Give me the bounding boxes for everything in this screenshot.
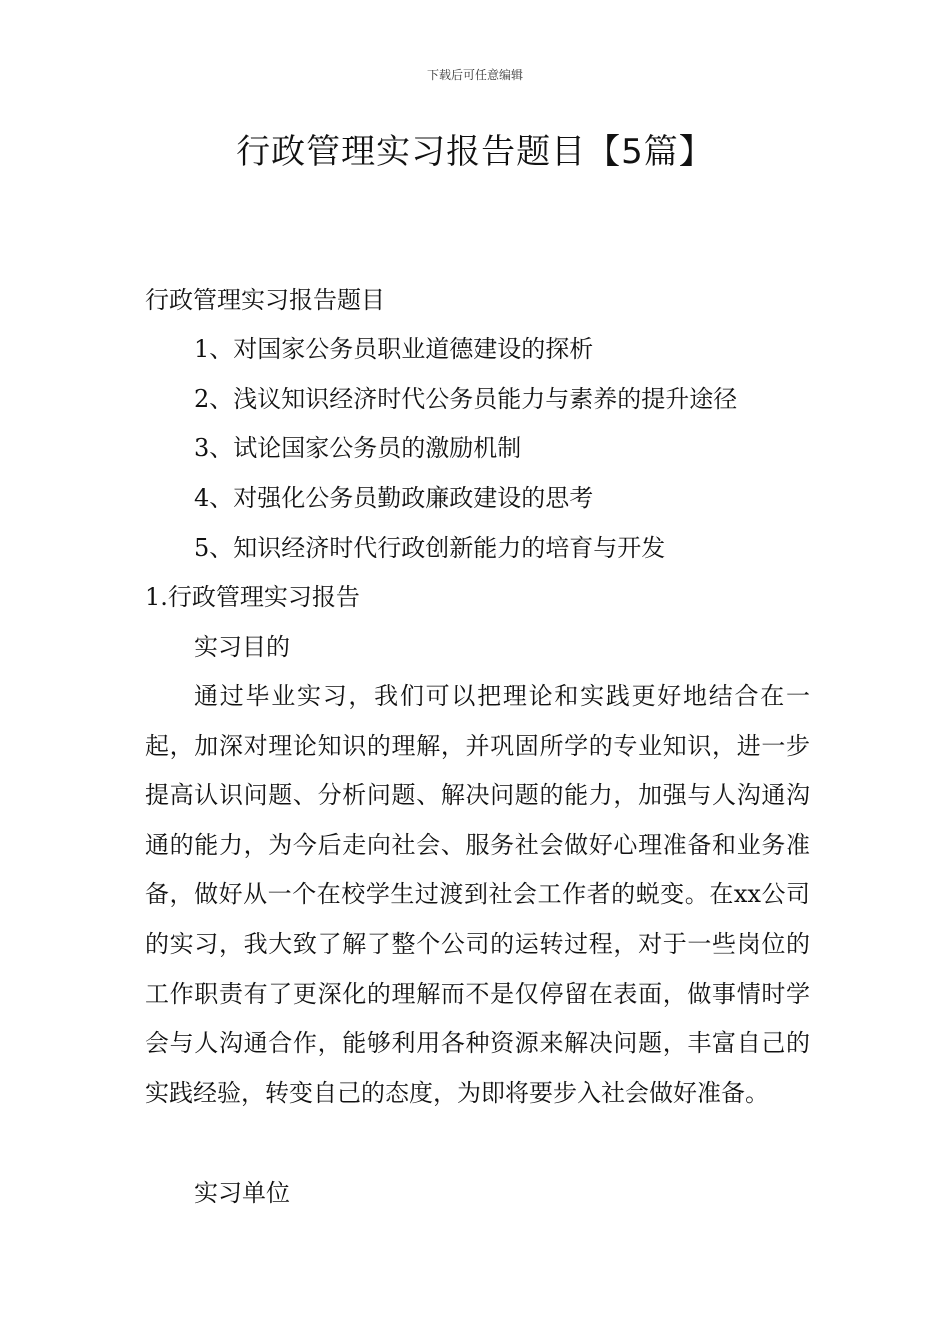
topic-item-4: 4、对强化公务员勤政廉政建设的思考 bbox=[194, 484, 594, 512]
topic-item-1: 1、对国家公务员职业道德建设的探析 bbox=[194, 335, 594, 363]
topics-heading: 行政管理实习报告题目 bbox=[145, 286, 385, 314]
purpose-paragraph: 通过毕业实习，我们可以把理论和实践更好地结合在一起，加深对理论知识的理解，并巩固所学的专业知识，进一步提高认识问题、分析问题、解决问题的能力，加强与人沟通沟通的能力，为今后走向社会、服务社会做好心理准备和业务准备，做好从一个在校学生过渡到社会工作者的蜕变。在xx公司的实习，我大致了解了整个公司的运转过程，对于一些岗位的工作职责有了更深化的理解而不是仅停留在表面，做事情时学会与人沟通合作，能够利用各种资源来解决问题，丰富自己的实践经验，转变自己的态度，为即将要步入社会做好准备。 bbox=[145, 682, 810, 1107]
document-title: 行政管理实习报告题目【5篇】 bbox=[236, 132, 714, 172]
topic-item-3: 3、试论国家公务员的激励机制 bbox=[194, 434, 522, 462]
topic-item-5: 5、知识经济时代行政创新能力的培育与开发 bbox=[194, 534, 666, 562]
topic-item-2: 2、浅议知识经济时代公务员能力与素养的提升途径 bbox=[194, 385, 738, 413]
header-note: 下载后可任意编辑 bbox=[426, 68, 523, 82]
unit-heading: 实习单位 bbox=[194, 1179, 290, 1207]
purpose-heading: 实习目的 bbox=[194, 633, 290, 661]
section1-heading: 1.行政管理实习报告 bbox=[145, 583, 360, 611]
